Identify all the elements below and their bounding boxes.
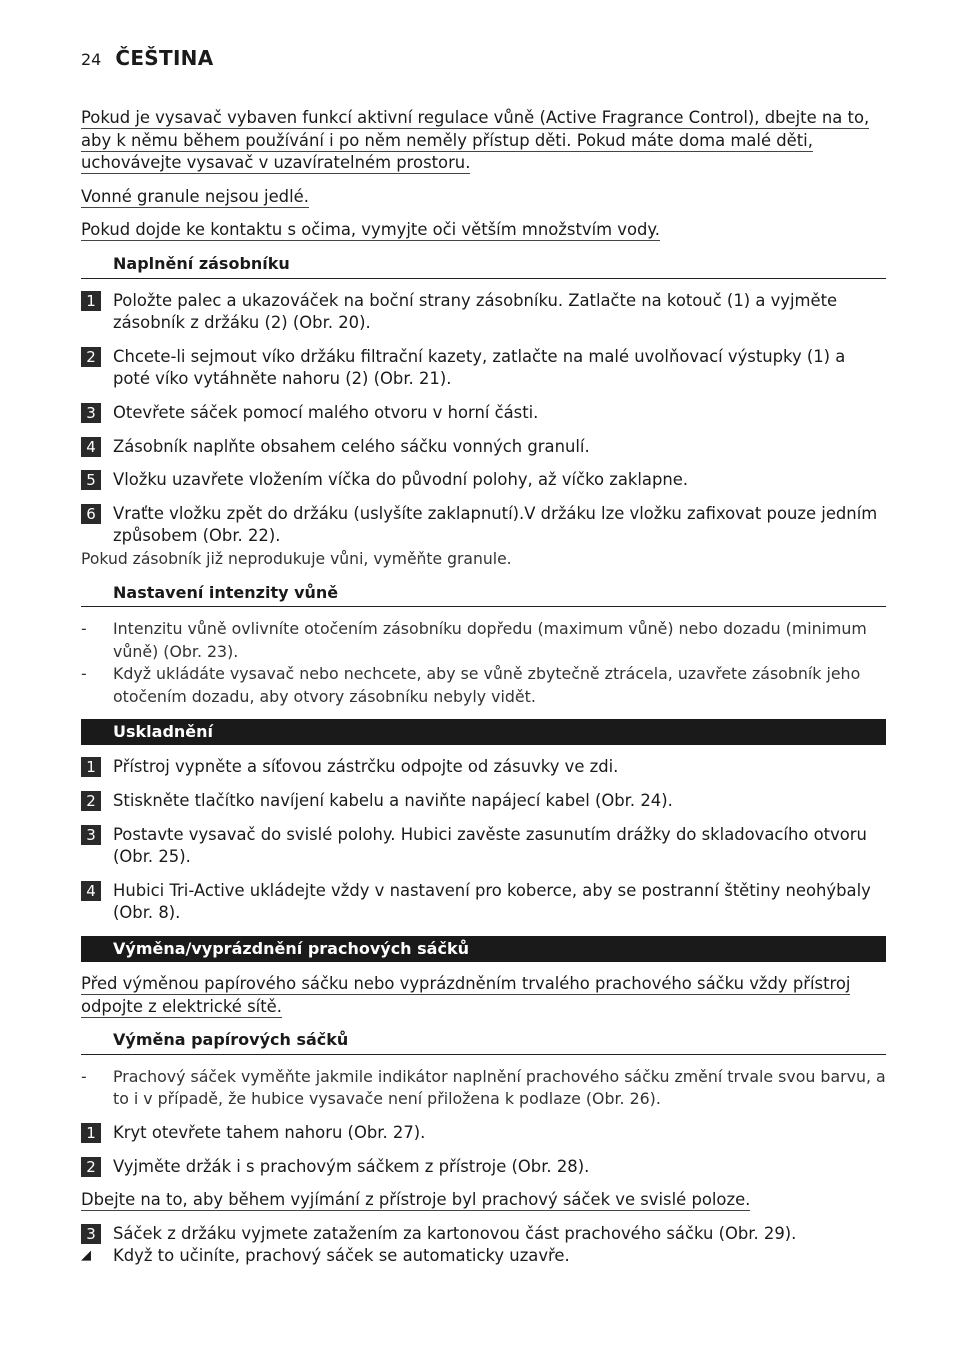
step-number: 3 (81, 403, 101, 423)
section-heading-bags: Výměna/vyprázdnění prachových sáčků (81, 936, 886, 962)
page-number: 24 (81, 50, 102, 69)
step-number: 1 (81, 1123, 101, 1143)
step (81, 880, 886, 925)
step (81, 1156, 886, 1179)
language-title: ČEŠTINA (115, 46, 214, 70)
step-number: 1 (81, 757, 101, 777)
bullet-text: Prachový sáček vyměňte jakmile indikátor naplnění prachového sáčku změní trvale svou barvu, a to i v případě, že hubice vysavače není přiložena k podlaze (Obr. 26). (113, 1066, 886, 1109)
fill-after-text: Pokud zásobník již neprodukuje vůni, vyměňte granule. (81, 549, 512, 568)
step-text: Stiskněte tlačítko navíjení kabelu a naviňte napájecí kabel (Obr. 24). (113, 791, 673, 811)
step-text: Otevřete sáček pomocí malého otvoru v horní části. (113, 402, 539, 422)
step-number: 5 (81, 470, 101, 490)
step-text: Hubici Tri-Active ukládejte vždy v nastavení pro koberce, aby se postranní štětiny neohýbaly (Obr. 8). (113, 880, 871, 923)
step-text: Sáček z držáku vyjmete zatažením za kartonovou část prachového sáčku (Obr. 29). (113, 1223, 797, 1243)
step-number: 6 (81, 504, 101, 524)
step (81, 436, 886, 459)
bags-warning2-text: Dbejte na to, aby během vyjímání z přístroje byl prachový sáček ve svislé poloze. (81, 1190, 751, 1210)
step-text: Přístroj vypněte a síťovou zástrčku odpojte od zásuvky ve zdi. (113, 757, 619, 777)
subsection-heading-intensity: Nastavení intenzity vůně (81, 582, 886, 608)
result-text: Když to učiníte, prachový sáček se automaticky uzavře. (113, 1246, 570, 1266)
step-number: 1 (81, 291, 101, 311)
warning-note (81, 1189, 886, 1212)
step (81, 824, 886, 869)
step-text: Vložku uzavřete vložením víčka do původní polohy, až víčko zaklapne. (113, 470, 689, 490)
step-number: 2 (81, 791, 101, 811)
intensity-bullets (81, 618, 886, 708)
step-text: Vyjměte držák i s prachovým sáčkem z přístroje (Obr. 28). (113, 1156, 590, 1176)
page-content (81, 107, 886, 1268)
step-number: 4 (81, 881, 101, 901)
page-header (81, 46, 214, 76)
step (81, 1122, 886, 1145)
section-heading-storage: Uskladnění (81, 719, 886, 745)
step-number: 2 (81, 347, 101, 367)
warning-note (81, 107, 886, 175)
bags-warning-text: Před výměnou papírového sáčku nebo vyprázdněním trvalého prachového sáčku vždy přístroj odpojte z elektrické sítě. (81, 974, 851, 1016)
step-text: Položte palec a ukazováček na boční strany zásobníku. Zatlačte na kotouč (1) a vyjměte zásobník z držáku (2) (Obr. 20). (113, 290, 838, 333)
warning-eyes-text: Pokud dojde ke kontaktu s očima, vymyjte oči větším množstvím vody. (81, 220, 660, 240)
step (81, 503, 886, 548)
step (81, 402, 886, 425)
bullet-text: Intenzitu vůně ovlivníte otočením zásobníku dopředu (maximum vůně) nebo dozadu (minimum vůně) (Obr. 23). (113, 619, 867, 661)
warning-note (81, 186, 886, 209)
warning-note (81, 219, 886, 242)
step (81, 290, 886, 335)
step (81, 469, 886, 492)
step-number: 4 (81, 437, 101, 457)
subsection-heading-fill: Naplnění zásobníku (81, 253, 886, 279)
bags-bullets (81, 1066, 886, 1111)
step-number: 2 (81, 1157, 101, 1177)
bullet-item: - Prachový sáček vyměňte jakmile indikátor naplnění prachového sáčku změní trvale svou barvu, a to i v případě, že hubice vysavače není přiložena k podlaze (Obr. 26). (81, 1066, 886, 1111)
step-number: 3 (81, 825, 101, 845)
warning-granules-text: Vonné granule nejsou jedlé. (81, 186, 309, 206)
result-line (81, 1245, 886, 1268)
step-text: Kryt otevřete tahem nahoru (Obr. 27). (113, 1123, 426, 1142)
subsection-heading-paper-bags: Výměna papírových sáčků (81, 1029, 886, 1055)
step-text: Postavte vysavač do svislé polohy. Hubici zavěste zasunutím drážky do skladovacího otvoru (Obr. 25). (113, 824, 867, 867)
step (81, 756, 886, 779)
warning-fragrance-text: Pokud je vysavač vybaven funkcí aktivní regulace vůně (Active Fragrance Control), dbejte na to, aby k němu během používání i po něm neměly přístup děti. Pokud máte doma malé děti, uchovávejte vysavač v uzavíratelném prostoru. (81, 108, 870, 173)
warning-note (81, 973, 886, 1018)
step-text: Chcete-li sejmout víko držáku filtrační kazety, zatlačte na malé uvolňovací výstupky (1) a poté víko vytáhněte nahoru (2) (Obr. 21). (113, 346, 846, 389)
step (81, 346, 886, 391)
bullet-item: - Když ukládáte vysavač nebo nechcete, aby se vůně zbytečně ztrácela, uzavřete zásobník jeho otočením dozadu, aby otvory zásobníku nebyly vidět. (81, 663, 886, 708)
step-text: Zásobník naplňte obsahem celého sáčku vonných granulí. (113, 436, 590, 456)
bullet-item: - Intenzitu vůně ovlivníte otočením zásobníku dopředu (maximum vůně) nebo dozadu (minimum vůně) (Obr. 23). (81, 618, 886, 663)
bullet-text: Když ukládáte vysavač nebo nechcete, aby se vůně zbytečně ztrácela, uzavřete zásobník jeho otočením dozadu, aby otvory zásobníku nebyly vidět. (113, 664, 861, 706)
step-text: Vraťte vložku zpět do držáku (uslyšíte zaklapnutí).V držáku lze vložku zafixovat pouze jedním způsobem (Obr. 22). (113, 503, 878, 546)
step (81, 790, 886, 813)
result-arrow-icon: ◢ (81, 1248, 91, 1264)
step-number: 3 (81, 1224, 101, 1244)
step (81, 1223, 886, 1246)
